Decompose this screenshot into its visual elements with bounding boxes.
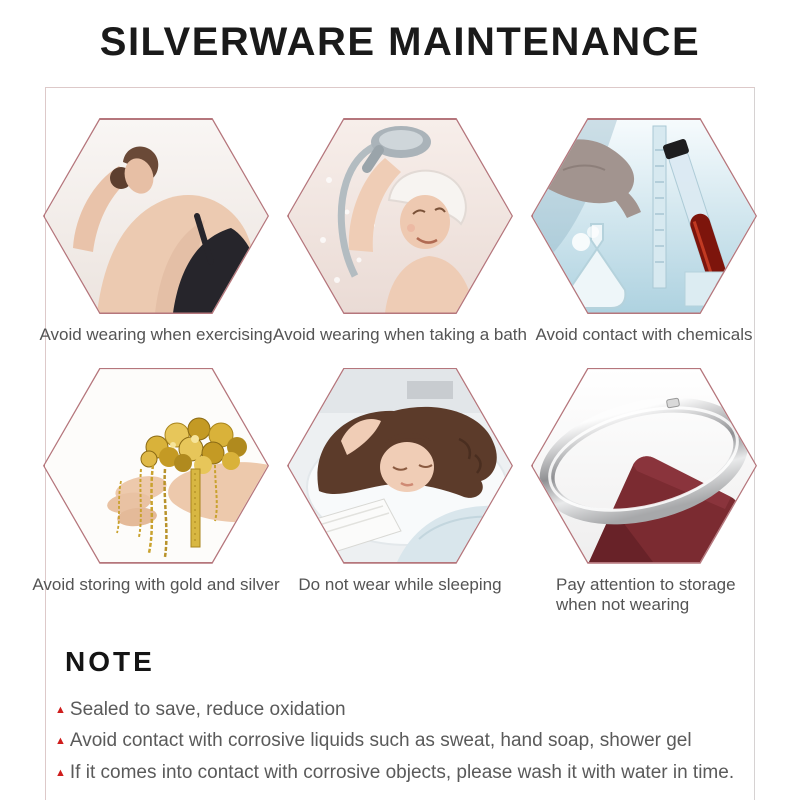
tip-caption: Avoid storing with gold and silver bbox=[32, 574, 280, 594]
tip-gold-storage bbox=[32, 368, 280, 616]
hexagon-border bbox=[43, 118, 269, 314]
note-item bbox=[55, 694, 754, 725]
hexagon-border bbox=[43, 368, 269, 564]
page-title: SILVERWARE MAINTENANCE bbox=[99, 20, 701, 64]
note-item-text: If it comes into contact with corrosive objects, please wash it with water in time. bbox=[69, 761, 735, 783]
tip-caption: Avoid wearing when exercising bbox=[39, 325, 273, 344]
tip-sleeping bbox=[287, 368, 513, 616]
silver-bangle-red-case-photo bbox=[533, 369, 756, 562]
woman-sleeping-photo bbox=[289, 369, 512, 562]
red-triangle-bullet-icon: ▲ bbox=[55, 704, 66, 717]
hexagon-border bbox=[531, 368, 757, 564]
tip-caption: Avoid wearing when taking a bath bbox=[273, 325, 527, 344]
content-frame bbox=[32, 87, 755, 800]
note-item bbox=[55, 757, 754, 788]
note-item bbox=[55, 725, 754, 756]
hand-test-tube-photo bbox=[533, 120, 756, 313]
woman-exercising-photo bbox=[45, 120, 268, 313]
tip-caption: Do not wear while sleeping bbox=[298, 574, 502, 594]
tip-chemicals bbox=[531, 118, 757, 346]
tips-row-2 bbox=[32, 368, 754, 616]
tip-exercising bbox=[39, 118, 273, 346]
woman-shower-photo bbox=[289, 120, 512, 313]
tip-bathing bbox=[273, 118, 527, 346]
red-triangle-bullet-icon: ▲ bbox=[55, 766, 66, 779]
red-triangle-bullet-icon: ▲ bbox=[55, 735, 66, 748]
note-list bbox=[55, 694, 754, 787]
tip-caption: Avoid contact with chemicals bbox=[535, 325, 753, 344]
tip-caption: Pay attention to storage when not wearing bbox=[556, 574, 736, 615]
hexagon-border bbox=[287, 118, 513, 314]
note-section bbox=[55, 646, 754, 787]
gold-jewelry-in-hand-photo bbox=[45, 369, 268, 562]
note-item-text: Avoid contact with corrosive liquids such as sweat, hand soap, shower gel bbox=[69, 730, 692, 752]
tips-row-1 bbox=[39, 118, 754, 346]
tip-not-wearing-storage bbox=[531, 368, 757, 616]
hexagon-border bbox=[531, 118, 757, 314]
hexagon-border bbox=[287, 368, 513, 564]
note-item-text: Sealed to save, reduce oxidation bbox=[69, 699, 346, 721]
note-heading: NOTE bbox=[65, 646, 155, 678]
